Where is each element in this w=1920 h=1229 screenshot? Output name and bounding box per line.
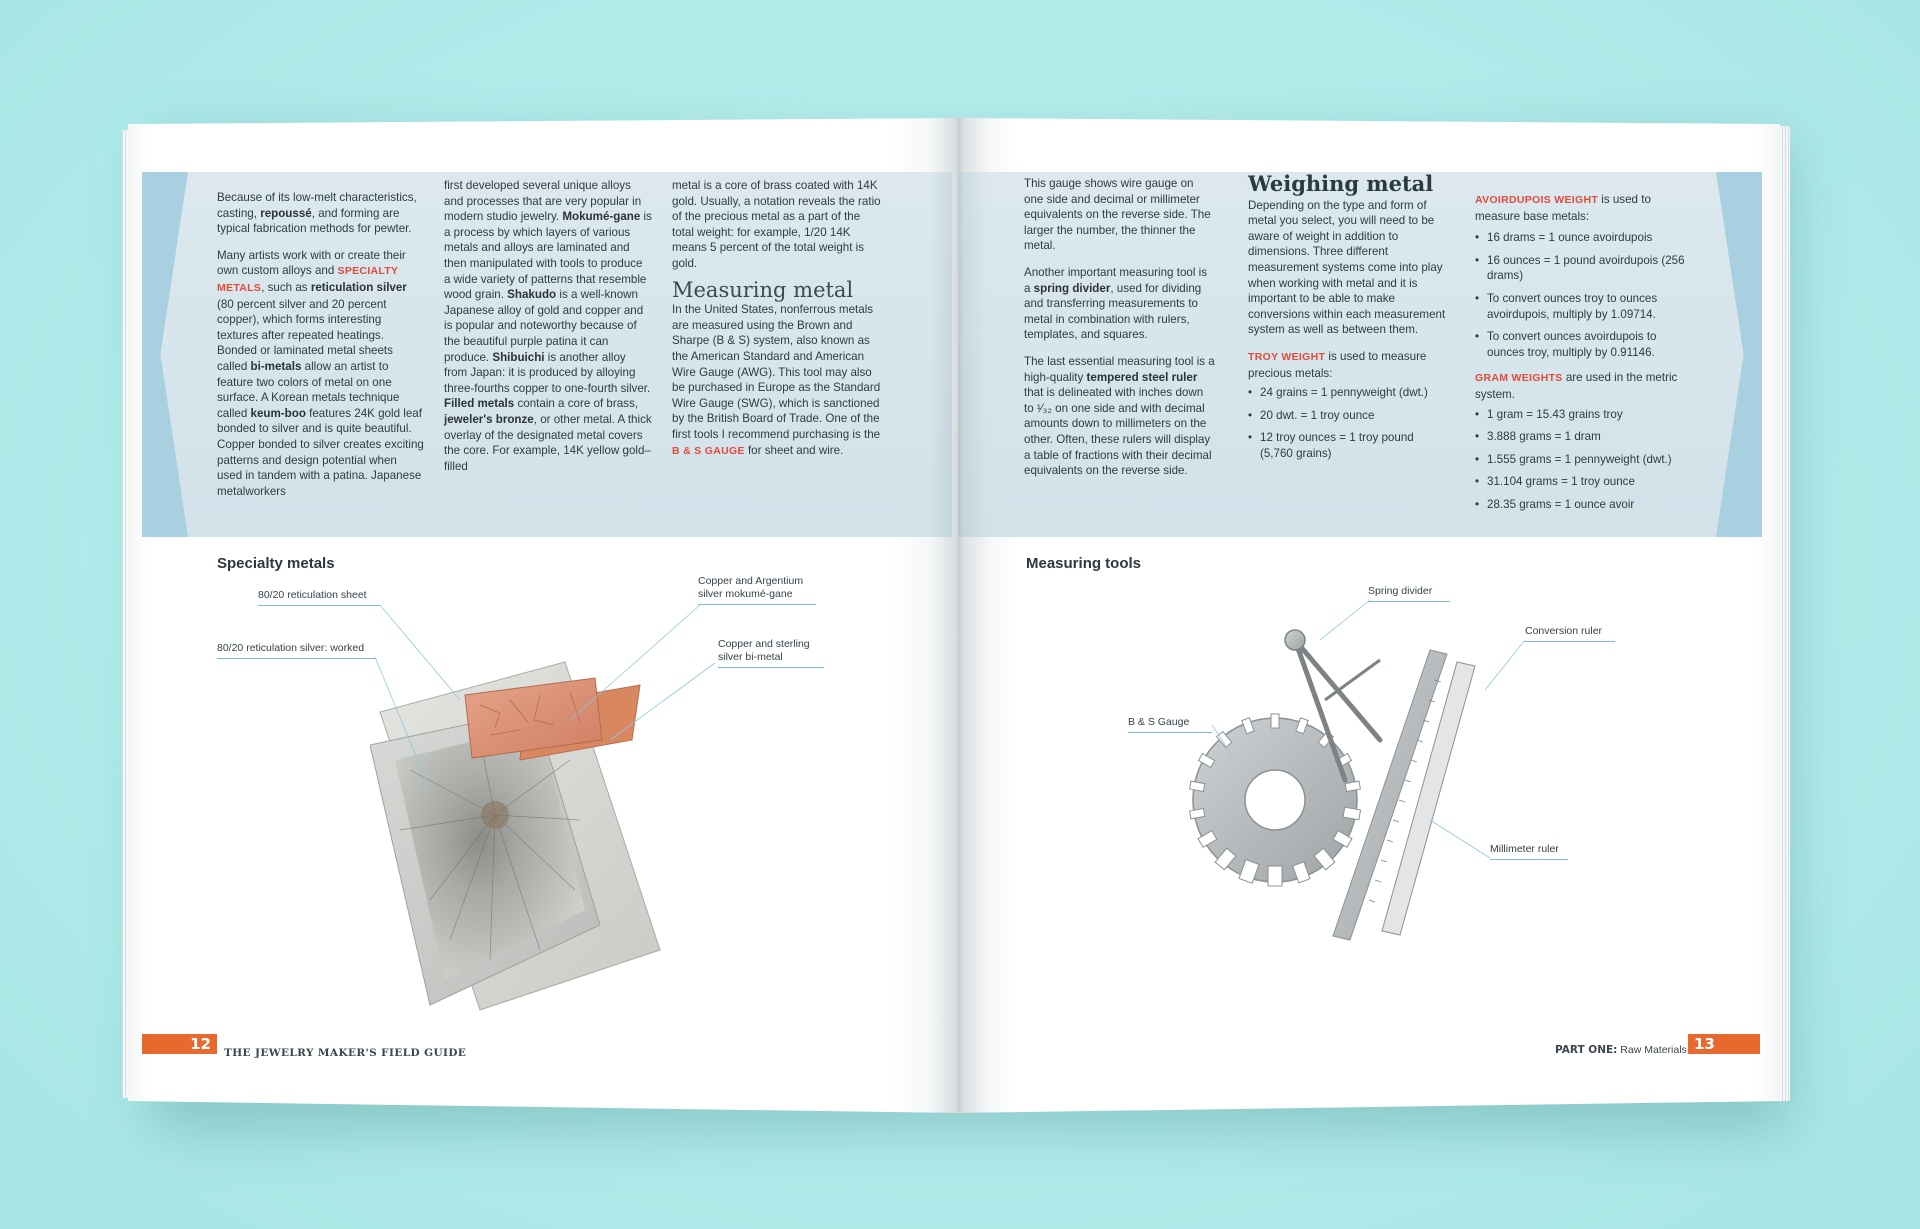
left-column-2 xyxy=(444,178,652,485)
list-item: • 16 drams = 1 ounce avoirdupois xyxy=(1475,230,1685,246)
list-item: • 12 troy ounces = 1 troy pound (5,760 grains) xyxy=(1248,430,1448,461)
weighing-metal-heading: Weighing metal xyxy=(1248,171,1434,196)
troy-weight-intro: TROY WEIGHT is used to measure precious metals: xyxy=(1248,349,1427,380)
right-folio: 13 xyxy=(1688,1034,1760,1054)
list-item: • 31.104 grams = 1 troy ounce xyxy=(1475,474,1685,490)
list-item: • 16 ounces = 1 pound avoirdupois (256 drams) xyxy=(1475,253,1685,284)
callout-millimeter-ruler: Millimeter ruler xyxy=(1490,843,1568,860)
list-item: • 20 dwt. = 1 troy ounce xyxy=(1248,408,1448,424)
filled-metal-paragraph: metal is a core of brass coated with 14K gold. Usually, a notation reveals the ratio of the precious metal as a part of the total weight: for example, 1/20 14K means 5 percent of the total weight is gold. xyxy=(672,179,881,270)
measuring-metal-heading: Measuring metal xyxy=(672,277,854,302)
specialty-metals-figure-title: Specialty metals xyxy=(217,555,335,572)
measuring-metal-paragraph: In the United States, nonferrous metals are measured using the Brown and Sharpe (B & S) system, also known as the American Standard and American Wire Gauge (AWG). This tool may also be purchased in Europe as the Standard Wire Gauge (SWG), which is sanctioned by the British Board of Trade. One of the first tools I recommend purchasing is the B & S GAUGE for sheet and wire. xyxy=(672,303,881,457)
list-item: • 3.888 grams = 1 dram xyxy=(1475,429,1685,445)
list-item: • To convert ounces avoirdupois to ounces troy, multiply by 0.91146. xyxy=(1475,329,1685,360)
specialty-metals-photo xyxy=(370,600,670,1020)
list-item: • 24 grains = 1 pennyweight (dwt.) xyxy=(1248,385,1448,401)
gauge-description-paragraph: This gauge shows wire gauge on one side and decimal or millimeter equivalents on the reverse side. The larger the number, the thinner the metal. xyxy=(1024,177,1211,253)
callout-mokume-gane: Copper and Argentium silver mokumé-gane xyxy=(698,575,816,605)
list-item: • 1.555 grams = 1 pennyweight (dwt.) xyxy=(1475,452,1685,468)
list-item: • To convert ounces troy to ounces avoirdupois, multiply by 1.09714. xyxy=(1475,291,1685,322)
callout-conversion-ruler: Conversion ruler xyxy=(1525,625,1615,642)
spring-divider-paragraph: Another important measuring tool is a spring divider, used for dividing and transferring measurements to metal in combination with rulers, templates, and squares. xyxy=(1024,265,1208,342)
callout-reticulation-sheet: 80/20 reticulation sheet xyxy=(258,589,380,606)
callout-reticulation-worked: 80/20 reticulation silver: worked xyxy=(217,642,375,659)
specialty-metals-paragraph: Many artists work with or create their own custom alloys and SPECIALTY METALS, such as reticulation silver (80 percent silver and 20 percent copper), which forms interesting textures after repeated heatings. Bonded or laminated metal sheets called bi-metals allow an artist to feature two colors of metal on one surface. A Korean metals technique called keum-boo features 24K gold leaf bonded to silver and is quite beautiful. Copper bonded to silver creates exciting patterns and design potential when used in tandem with a patina. Japanese metalworkers xyxy=(217,248,424,498)
left-folio: 12 xyxy=(142,1034,217,1054)
troy-weight-list xyxy=(1248,385,1448,461)
book-gutter xyxy=(930,118,988,1113)
list-item: • 1 gram = 15.43 grains troy xyxy=(1475,407,1685,423)
measuring-tools-figure-title: Measuring tools xyxy=(1026,555,1142,572)
right-column-2 xyxy=(1248,171,1448,472)
list-item: • 28.35 grams = 1 ounce avoir xyxy=(1475,497,1685,513)
left-column-3 xyxy=(672,178,882,470)
right-running-head: PART ONE: Raw Materials xyxy=(1555,1044,1687,1056)
right-column-1 xyxy=(1024,176,1216,490)
callout-spring-divider: Spring divider xyxy=(1368,585,1450,602)
pewter-paragraph: Because of its low-melt characteristics, casting, repoussé, and forming are typical fabrication methods for pewter. xyxy=(217,191,417,236)
right-column-3 xyxy=(1475,192,1685,523)
japanese-alloys-paragraph: first developed several unique alloys and processes that are very popular in modern studio jewelry. Mokumé-gane is a process by which layers of various metals and alloys are laminated and then manipulated with tools to produce a wide variety of patterns that resemble wood grain. Shakudo is a well-known Japanese alloy of gold and copper and is popular and noteworthy because of the beautiful purple patina it can produce. Shibuichi is another alloy from Japan: it is produced by alloying three-fourths copper to one-fourth silver. Filled metals contain a core of brass, jeweler's bronze, or other metal. A thick overlay of the designated metal covers the core. For example, 14K yellow gold–filled xyxy=(444,179,652,473)
avoirdupois-intro: AVOIRDUPOIS WEIGHT is used to measure base metals: xyxy=(1475,193,1651,223)
callout-bs-gauge: B & S Gauge xyxy=(1128,716,1212,733)
avoirdupois-highlight: AVOIRDUPOIS WEIGHT xyxy=(1475,194,1599,206)
left-running-head: THE JEWELRY MAKER'S FIELD GUIDE xyxy=(224,1047,467,1059)
gram-weights-highlight: GRAM WEIGHTS xyxy=(1475,372,1563,385)
gram-weights-list xyxy=(1475,407,1685,513)
callout-bi-metal: Copper and sterling silver bi-metal xyxy=(718,638,824,668)
troy-weight-highlight: TROY WEIGHT xyxy=(1248,350,1326,363)
measuring-tools-photo xyxy=(1185,610,1565,950)
gram-weights-intro: GRAM WEIGHTS are used in the metric system. xyxy=(1475,371,1678,401)
weighing-metal-paragraph: Depending on the type and form of metal you select, you will need to be aware of weight in addition to dimensions. Three different measurement systems come into play when working with metal and it is important to be able to make conversions within each measurement system as well as between them. xyxy=(1248,198,1446,337)
specialty-metals-highlight: SPECIALTY METALS xyxy=(217,265,399,294)
avoirdupois-list xyxy=(1475,230,1685,360)
bs-gauge-highlight: B & S GAUGE xyxy=(672,444,745,457)
steel-ruler-paragraph: The last essential measuring tool is a high-quality tempered steel ruler that is delineated with inches down to ¹⁄₃₂ on one side and with decimal amounts down to millimeters on the other. Often, these rulers will display a table of fractions with their decimal equivalents on the reverse side. xyxy=(1024,354,1215,478)
left-column-1 xyxy=(217,190,425,510)
